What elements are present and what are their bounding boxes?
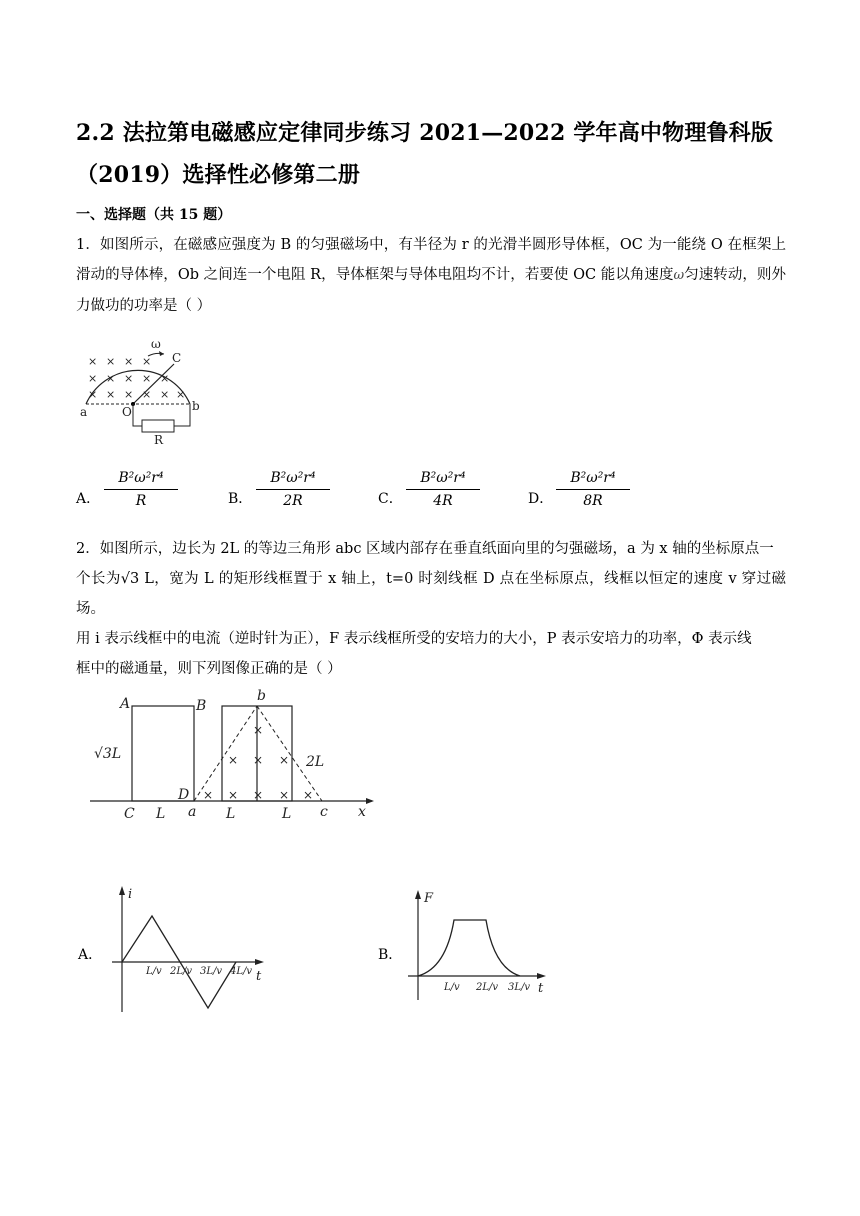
option-a-graph[interactable] — [108, 882, 272, 1016]
option-d-label: D． — [528, 491, 554, 507]
field-mark: × — [124, 372, 134, 385]
x-axis-arrow — [366, 798, 374, 804]
x-label: t — [256, 969, 262, 984]
force-curve — [418, 920, 520, 976]
tick-label: 4L/v — [230, 966, 253, 977]
tick-label: 3L/v — [200, 966, 223, 977]
denominator: 4R — [433, 493, 453, 509]
y-label: i — [128, 887, 133, 902]
wire-left — [133, 404, 142, 426]
label-l: L — [156, 806, 166, 822]
label-side: 2L — [306, 754, 325, 770]
option-a-label: A． — [76, 491, 101, 507]
label-x: x — [358, 804, 366, 820]
label-c-lower: c — [320, 804, 328, 820]
field-mark: × — [303, 788, 314, 802]
denominator: 2R — [283, 493, 303, 509]
label-a: a — [80, 405, 88, 419]
denominator: R — [135, 493, 147, 509]
field-mark: × — [124, 355, 134, 368]
y-label: F — [424, 891, 434, 906]
question-1-text — [76, 230, 786, 321]
resistor-r — [142, 420, 174, 432]
label-b-lower: b — [257, 688, 266, 704]
wire-right — [174, 404, 190, 426]
label-b-upper: B — [196, 698, 207, 714]
label-a-lower: a — [188, 804, 197, 820]
field-mark: × — [228, 788, 239, 802]
t-axis-arrow — [255, 959, 264, 965]
t-axis-arrow — [537, 973, 546, 979]
field-mark: × — [106, 388, 116, 401]
question-1-text-part2: 匀速转动，则外力做功的功率是（ ） — [76, 267, 786, 314]
field-mark: × — [106, 372, 116, 385]
numerator: B²ω²r⁴ — [570, 470, 616, 486]
option-a-graph-label[interactable]: A． — [78, 947, 103, 963]
question-2-line: 2．如图所示，边长为 2L 的等边三角形 abc 区域内部存在垂直纸面向里的匀强磁场，a 为 x 轴的坐标原点一 — [76, 541, 774, 557]
option-b-graph[interactable] — [402, 884, 552, 1004]
question-2-line: 个长为√3 L，宽为 L 的矩形线框置于 x 轴上，t=0 时刻线框 D 点在坐标原点，线框以恒定的速度 v 穿过磁场。 — [76, 571, 786, 617]
omega-symbol: ω — [673, 268, 685, 283]
option-b-label: B． — [228, 491, 253, 507]
field-marks — [203, 723, 313, 802]
field-mark: × — [176, 388, 186, 401]
section-heading: 一、选择题（共 15 题） — [76, 207, 232, 223]
field-mark: × — [279, 788, 290, 802]
field-mark: × — [253, 723, 264, 737]
field-mark: × — [160, 388, 170, 401]
field-mark: × — [142, 355, 152, 368]
triangle-left-edge — [194, 706, 257, 801]
label-omega: ω — [151, 337, 161, 351]
option-c-fraction — [406, 470, 480, 509]
numerator: B²ω²r⁴ — [270, 470, 316, 486]
label-height: √3L — [94, 746, 122, 762]
denominator: 8R — [583, 493, 603, 509]
option-c-label: C． — [378, 491, 403, 507]
label-a-upper: A — [120, 696, 131, 712]
label-c-upper: C — [124, 806, 135, 822]
label-d-upper: D — [178, 787, 190, 803]
option-b-graph-label[interactable]: B． — [378, 947, 403, 963]
tick-label: L/v — [146, 966, 162, 977]
tick-label: 2L/v — [476, 982, 499, 993]
option-b-fraction — [256, 470, 330, 509]
field-mark: × — [88, 388, 98, 401]
question-2-figure — [86, 686, 386, 826]
page-title: 2.2 法拉第电磁感应定律同步练习 2021—2022 学年高中物理鲁科版（2019）选择性必修第二册 — [76, 120, 774, 188]
option-d-fraction — [556, 470, 630, 509]
question-2-text — [76, 534, 786, 684]
question-1-text-part1: 1．如图所示，在磁感应强度为 B 的匀强磁场中，有半径为 r 的光滑半圆形导体框，OC 为一能绕 O 在框架上滑动的导体棒，Ob 之间连一个电阻 R，导体框架与导体电阻均不计，若要使 OC 能以角速度 — [76, 237, 786, 283]
field-mark: × — [106, 355, 116, 368]
field-mark: × — [142, 388, 152, 401]
field-mark: × — [279, 753, 290, 767]
field-mark: × — [88, 372, 98, 385]
field-mark: × — [253, 788, 264, 802]
label-b: b — [192, 399, 200, 413]
x-label: t — [538, 981, 544, 996]
y-axis-arrow — [415, 890, 421, 899]
tick-label: 3L/v — [508, 982, 531, 993]
field-mark: × — [142, 372, 152, 385]
field-mark: × — [124, 388, 134, 401]
numerator: B²ω²r⁴ — [420, 470, 466, 486]
label-r: R — [154, 433, 164, 447]
field-mark: × — [160, 372, 170, 385]
field-mark: × — [88, 355, 98, 368]
question-2-line: 框中的磁通量，则下列图像正确的是（ ） — [76, 661, 342, 677]
question-1-figure — [76, 334, 202, 450]
question-1-options — [76, 470, 676, 526]
label-c: C — [172, 351, 182, 365]
field-mark: × — [253, 753, 264, 767]
question-2-line: 用 i 表示线框中的电流（逆时针为正），F 表示线框所受的安培力的大小，P 表示安培力的功率，Φ 表示线 — [76, 631, 752, 647]
label-l: L — [282, 806, 292, 822]
field-marks — [88, 355, 185, 401]
y-axis-arrow — [119, 886, 125, 895]
tick-label: 2L/v — [170, 966, 193, 977]
field-mark: × — [203, 788, 214, 802]
label-l: L — [226, 806, 236, 822]
option-a-fraction — [104, 470, 178, 509]
numerator: B²ω²r⁴ — [118, 470, 164, 486]
tick-label: L/v — [444, 982, 460, 993]
label-o: O — [122, 405, 132, 419]
field-mark: × — [228, 753, 239, 767]
